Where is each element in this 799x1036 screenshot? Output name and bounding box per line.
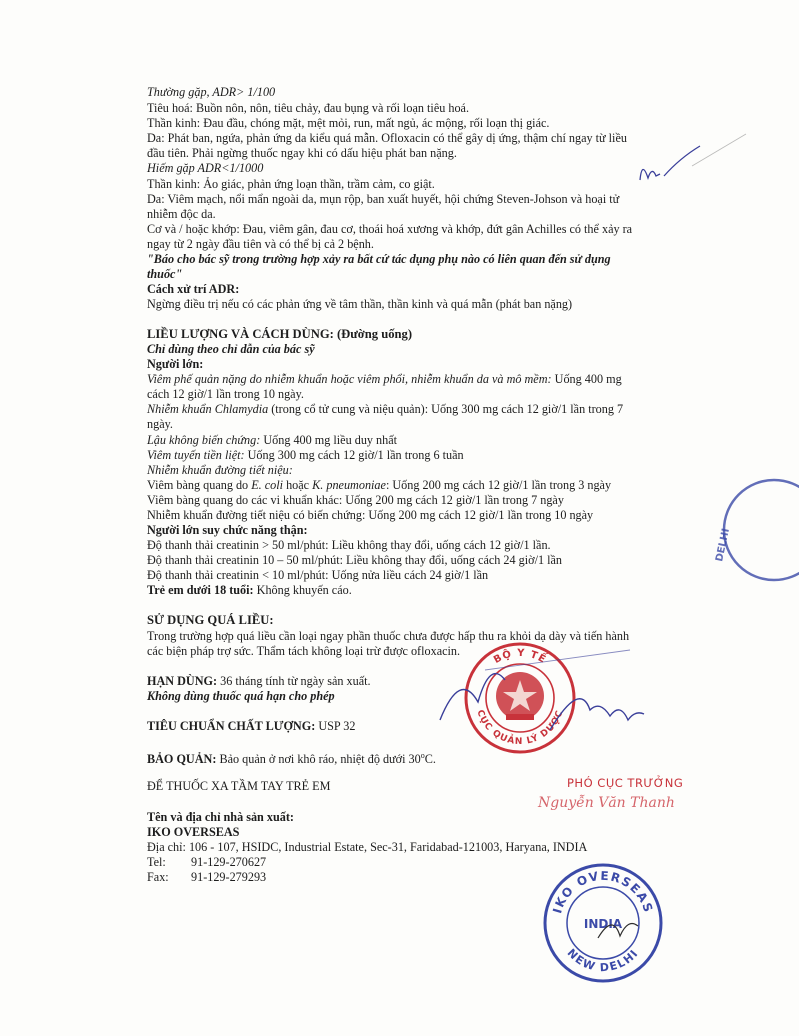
adr-warning-line2: thuốc" xyxy=(147,267,183,281)
adr-rare-neuro: Thần kinh: Ảo giác, phản ứng loạn thần, trầm cảm, co giật. xyxy=(147,177,435,191)
uti-1-ecoli: E. coli xyxy=(251,478,284,492)
dosage-bronchitis-line1 xyxy=(147,372,622,386)
quality-standard xyxy=(147,719,355,733)
manufacturer-name: IKO OVERSEAS xyxy=(147,825,240,839)
storage-unit: C. xyxy=(424,752,436,767)
dosage-bronchitis-line2: cách 12 giờ/1 lần trong 10 ngày. xyxy=(147,387,304,401)
adr-handling-text: Ngừng điều trị nếu có các phản ứng về tâm thần, thần kinh và quá mẫn (phát ban nặng) xyxy=(147,297,573,311)
adr-warning-line1: "Báo cho bác sỹ trong trường hợp xảy ra bất cứ tác dụng phụ nào có liên quan đến sử dụng xyxy=(147,252,611,266)
official-seal-top-text: BỘ Y TẾ xyxy=(492,647,549,666)
shelf-life xyxy=(147,674,371,688)
bronchitis-label: Viêm phế quản nặng do nhiễm khuẩn hoặc viêm phổi, nhiễm khuẩn da và mô mềm: xyxy=(147,372,552,386)
company-seal-bottom-text: NEW DELHI xyxy=(564,946,642,975)
chlamydia-dose: (trong cổ tử cung và niệu quản): Uống 300 mg cách 12 giờ/1 lần trong 7 xyxy=(268,402,624,416)
dosage-adults-heading: Người lớn: xyxy=(147,357,204,371)
dosage-uti-line2: Viêm bàng quang do các vi khuẩn khác: Uống 200 mg cách 12 giờ/1 lần trong 7 ngày xyxy=(147,493,564,507)
dosage-uti-line1 xyxy=(147,478,611,492)
official-name: Nguyễn Văn Thanh xyxy=(538,795,675,811)
dosage-uti-line3: Nhiễm khuẩn đường tiết niệu có biến chứng: Uống 200 mg cách 12 giờ/1 lần trong 10 ngày xyxy=(147,508,594,522)
prostatitis-dose: Uống 300 mg cách 12 giờ/1 lần trong 6 tuần xyxy=(244,448,464,462)
adr-rare-skin-line2: nhiễm độc da. xyxy=(147,207,216,221)
manufacturer-fax-label: Fax: xyxy=(147,870,169,884)
manufacturer-heading: Tên và địa chỉ nhà sản xuất: xyxy=(147,810,294,824)
gonorrhea-dose: Uống 400 mg liều duy nhất xyxy=(260,433,398,447)
edge-seal xyxy=(704,470,799,590)
storage-value: Bảo quản ở nơi khô ráo, nhiệt độ dưới 30 xyxy=(216,752,421,767)
dosage-chlamydia-line1 xyxy=(147,402,623,416)
children-warning: ĐỂ THUỐC XA TẦM TAY TRẺ EM xyxy=(147,779,331,793)
margin-mark xyxy=(690,130,750,170)
adr-rare-skin-line1: Da: Viêm mạch, nổi mẩn ngoài da, mụn rộp, ban xuất huyết, hội chứng Steven-Johson và hoại tử xyxy=(147,192,620,206)
storage xyxy=(147,749,436,766)
dosage-renal-heading: Người lớn suy chức năng thận: xyxy=(147,523,308,537)
children-label: Trẻ em dưới 18 tuổi: xyxy=(147,583,254,597)
adr-rare-heading: Hiếm gặp ADR<1/1000 xyxy=(147,161,264,175)
manufacturer-address: Địa chỉ: 106 - 107, HSIDC, Industrial Estate, Sec-31, Faridabad-121003, Haryana, INDIA xyxy=(147,840,588,854)
dosage-renal-line2: Độ thanh thải creatinin 10 – 50 ml/phút: Liều không thay đổi, uống cách 24 giờ/1 lần xyxy=(147,553,562,567)
children-text: Không khuyến cáo. xyxy=(253,583,352,597)
manufacturer-tel: 91-129-270627 xyxy=(191,855,267,869)
quality-standard-label: TIÊU CHUẨN CHẤT LƯỢNG: xyxy=(147,719,316,733)
dosage-renal-line1: Độ thanh thải creatinin > 50 ml/phút: Liều không thay đổi, uống cách 12 giờ/1 lần. xyxy=(147,538,551,552)
dosage-instruction: Chỉ dùng theo chỉ dẫn của bác sỹ xyxy=(147,342,315,356)
dosage-chlamydia-line2: ngày. xyxy=(147,417,173,431)
gonorrhea-label: Lậu không biến chứng: xyxy=(147,433,261,447)
manufacturer-fax: 91-129-279293 xyxy=(191,870,267,884)
edge-seal-text: DELHI xyxy=(714,527,732,563)
dosage-uti-heading: Nhiễm khuẩn đường tiết niệu: xyxy=(147,463,293,477)
company-seal-top-text: IKO OVERSEAS xyxy=(550,868,656,916)
overdose-line1: Trong trường hợp quá liều cần loại ngay phần thuốc chưa được hấp thu ra khỏi dạ dày và tiến hành xyxy=(147,629,630,643)
company-seal xyxy=(538,858,668,988)
adr-rare-musculo-line1: Cơ và / hoặc khớp: Đau, viêm gân, đau cơ, thoái hoá xương và khớp, đứt gân Achilles có thể xảy ra xyxy=(147,222,633,236)
dosage-renal-line3: Độ thanh thải creatinin < 10 ml/phút: Uống nửa liều cách 24 giờ/1 lần xyxy=(147,568,489,582)
uti-1-dose: : Uống 200 mg cách 12 giờ/1 lần trong 3 ngày xyxy=(385,478,612,492)
adr-handling-heading: Cách xử trí ADR: xyxy=(147,282,240,296)
manufacturer-tel-label: Tel: xyxy=(147,855,166,869)
dosage-children xyxy=(147,583,352,597)
adr-common-skin-line1: Da: Phát ban, ngứa, phản ứng da kiểu quá mẫn. Ofloxacin có thể gây dị ứng, thậm chí ngay từ liều xyxy=(147,131,627,145)
uti-1-kpneumoniae: K. pneumoniae xyxy=(312,478,386,492)
overdose-heading: SỬ DỤNG QUÁ LIỀU: xyxy=(147,613,274,627)
storage-label: BẢO QUẢN: xyxy=(147,752,217,767)
uti-1-mid: hoặc xyxy=(283,478,313,492)
shelf-life-value: 36 tháng tính từ ngày sản xuất. xyxy=(217,674,371,688)
chlamydia-label: Nhiễm khuẩn Chlamydia xyxy=(147,402,269,416)
prostatitis-label: Viêm tuyến tiền liệt: xyxy=(147,448,245,462)
quality-standard-value: USP 32 xyxy=(315,719,356,733)
official-title: PHÓ CỤC TRƯỞNG xyxy=(567,776,684,790)
uti-1-prefix: Viêm bàng quang do xyxy=(147,478,252,492)
adr-common-digestive: Tiêu hoá: Buồn nôn, nôn, tiêu chảy, đau bụng và rối loạn tiêu hoá. xyxy=(147,101,470,115)
official-signature xyxy=(430,640,650,740)
overdose-line2: các biện pháp trợ sức. Thẩm tách không loại trừ được ofloxacin. xyxy=(147,644,461,658)
adr-common-skin-line2: đầu tiên. Phải ngừng thuốc ngay khi có dấu hiệu phát ban nặng. xyxy=(147,146,457,160)
dosage-gonorrhea xyxy=(147,433,397,447)
shelf-life-label: HẠN DÙNG: xyxy=(147,674,218,688)
adr-common-neuro: Thần kinh: Đau đầu, chóng mặt, mệt mỏi, run, mất ngủ, ác mộng, rối loạn thị giác. xyxy=(147,116,550,130)
dosage-heading: LIỀU LƯỢNG VÀ CÁCH DÙNG: (Đường uống) xyxy=(147,327,413,341)
adr-common-heading: Thường gặp, ADR> 1/100 xyxy=(147,85,276,99)
company-seal-mid-text: INDIA xyxy=(583,917,623,931)
adr-rare-musculo-line2: ngay từ 2 ngày đầu tiên và có thể bị cả 2 bệnh. xyxy=(147,237,374,251)
dosage-prostatitis xyxy=(147,448,464,462)
bronchitis-dose: Uống 400 mg xyxy=(551,372,622,386)
degree-symbol: o xyxy=(420,751,425,760)
official-seal-bottom-text: CỤC QUẢN LÝ DƯỢC xyxy=(474,708,566,748)
shelf-life-note: Không dùng thuốc quá hạn cho phép xyxy=(147,689,335,703)
